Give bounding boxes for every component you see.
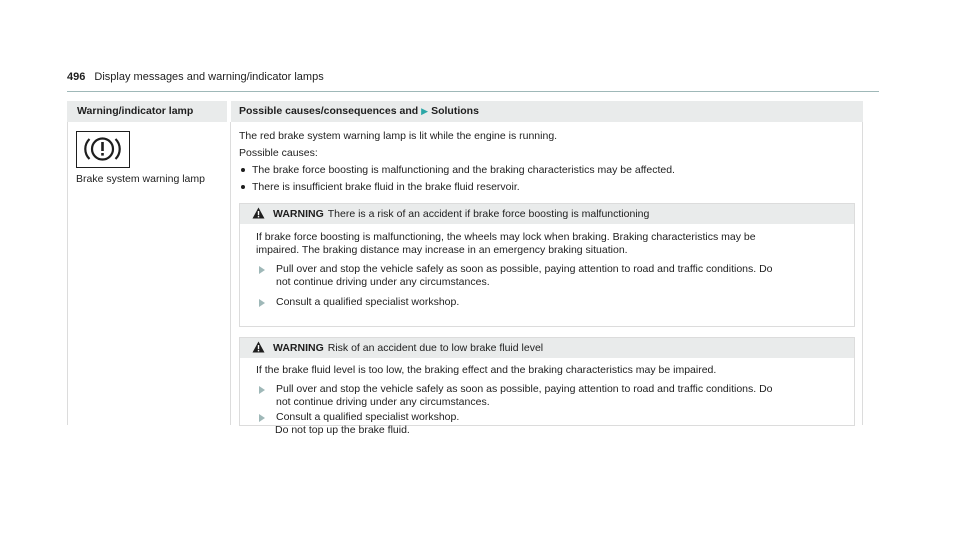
causes-header-text: Possible causes/consequences and (239, 105, 419, 117)
warning-header (240, 204, 854, 224)
warning-triangle-icon (252, 341, 265, 353)
step-arrow-icon (259, 414, 265, 422)
step-line: Consult a qualified specialist workshop. (276, 411, 460, 423)
solutions-header-text: Solutions (431, 105, 479, 117)
warning-title-text: Risk of an accident due to low brake fluid level (327, 342, 544, 354)
warning-label: WARNING (273, 342, 324, 354)
warning-lamp-table (67, 101, 863, 436)
brake-warning-lamp-icon (76, 131, 130, 168)
step-arrow-icon (259, 299, 265, 307)
step-line: Pull over and stop the vehicle safely as soon as possible, paying attention to road and traffic conditions. Do (276, 263, 773, 275)
warning-box (239, 203, 855, 327)
page-header (67, 71, 879, 92)
warning-triangle-icon (252, 207, 265, 219)
section-title: Display messages and warning/indicator lamps (94, 71, 324, 83)
step-line: not continue driving under any circumstances. (276, 396, 490, 408)
step-arrow-icon (259, 386, 265, 394)
warning-body-line: impaired. The braking distance may increase in an emergency braking situation. (256, 244, 628, 256)
lamp-cell (67, 122, 231, 425)
warning-body-line: If brake force boosting is malfunctioning, the wheels may lock when braking. Braking characteristics may be (256, 231, 756, 243)
intro-text: The red brake system warning lamp is lit while the engine is running. (239, 130, 558, 142)
warning-title-text: There is a risk of an accident if brake force boosting is malfunctioning (327, 208, 650, 220)
step-line: Pull over and stop the vehicle safely as soon as possible, paying attention to road and traffic conditions. Do (276, 383, 773, 395)
causes-cell (231, 122, 863, 436)
warning-body-line: If the brake fluid level is too low, the braking effect and the braking characteristics may be impaired. (256, 364, 717, 376)
warning-title (273, 341, 543, 355)
warning-box (239, 337, 855, 426)
warning-title (273, 207, 649, 221)
step-arrow-icon (259, 266, 265, 274)
step-line: Do not top up the brake fluid. (275, 424, 410, 436)
lamp-label: Brake system warning lamp (76, 173, 205, 185)
cause-item: There is insufficient brake fluid in the brake fluid reservoir. (252, 181, 520, 193)
column-header-lamp: Warning/indicator lamp (67, 101, 227, 122)
step-line: not continue driving under any circumstances. (276, 276, 490, 288)
warning-header (240, 338, 854, 358)
warning-label: WARNING (273, 208, 324, 220)
causes-label: Possible causes: (239, 147, 318, 159)
page-number: 496 (67, 71, 86, 83)
bullet-icon (241, 185, 245, 189)
bullet-icon (241, 168, 245, 172)
cause-item: The brake force boosting is malfunctioning and the braking characteristics may be affected. (252, 164, 675, 176)
step-line: Consult a qualified specialist workshop. (276, 296, 460, 308)
solutions-arrow-icon: ▶ (421, 106, 429, 116)
column-header-causes (231, 101, 863, 122)
